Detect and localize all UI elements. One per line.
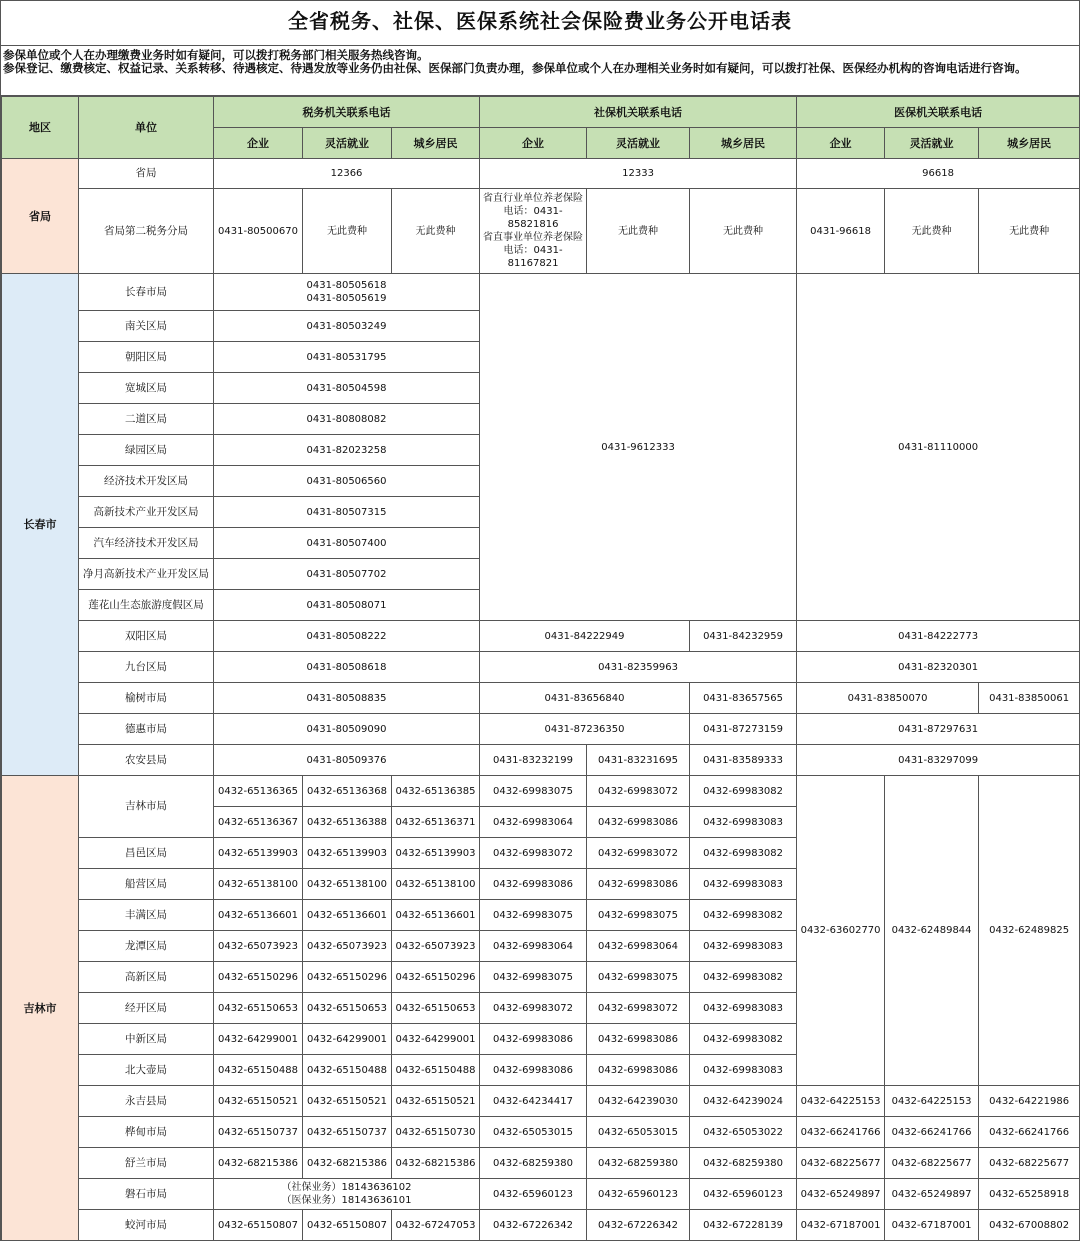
unit-cell: 宽城区局	[79, 373, 214, 404]
phone-cell: 0431-83657565	[690, 683, 797, 714]
phone-cell: 0432-67008802	[979, 1210, 1080, 1241]
phone-cell: 0432-69983072	[587, 776, 690, 807]
phone-cell: 0432-64239030	[587, 1086, 690, 1117]
unit-cell: 榆树市局	[79, 683, 214, 714]
phone-cell: 0431-80509376	[214, 745, 480, 776]
phone-cell: 0432-67226342	[587, 1210, 690, 1241]
phone-cell: 0432-65150807	[214, 1210, 303, 1241]
phone-cell: 0432-65136367	[214, 807, 303, 838]
unit-cell: 双阳区局	[79, 621, 214, 652]
phone-cell: 0432-65150488	[392, 1055, 480, 1086]
phone-cell: 0432-65053015	[480, 1117, 587, 1148]
phone-cell: 0432-69983075	[587, 900, 690, 931]
phone-cell: 0432-65150521	[303, 1086, 392, 1117]
phone-cell: 0432-69983083	[690, 869, 797, 900]
phone-cell: 96618	[797, 159, 1080, 189]
phone-cell: 0431-83232199	[480, 745, 587, 776]
unit-cell: 绿园区局	[79, 435, 214, 466]
phone-cell: 0432-65960123	[690, 1179, 797, 1210]
unit-cell: 朝阳区局	[79, 342, 214, 373]
unit-cell: 舒兰市局	[79, 1148, 214, 1179]
phone-cell: 0432-69983064	[480, 807, 587, 838]
phone-cell: 0431-80808082	[214, 404, 480, 435]
phone-cell: 0432-65258918	[979, 1179, 1080, 1210]
phone-cell: 0432-67187001	[885, 1210, 979, 1241]
phone-cell: （社保业务）18143636102 （医保业务）18143636101	[214, 1179, 480, 1210]
phone-cell: 0432-69983086	[587, 807, 690, 838]
phone-cell: 0432-65138100	[303, 869, 392, 900]
unit-cell: 德惠市局	[79, 714, 214, 745]
phone-cell: 0432-65960123	[480, 1179, 587, 1210]
none-cell: 无此费种	[690, 189, 797, 274]
note-line: 参保单位或个人在办理缴费业务时如有疑问，可以拨打税务部门相关服务热线咨询。	[3, 48, 429, 62]
phone-cell: 0432-65249897	[885, 1179, 979, 1210]
phone-cell: 0432-65150296	[214, 962, 303, 993]
phone-cell: 0432-65073923	[303, 931, 392, 962]
header-unit: 单位	[79, 97, 214, 159]
phone-cell: 0432-66241766	[885, 1117, 979, 1148]
phone-cell: 0431-84232959	[690, 621, 797, 652]
phone-cell: 0432-65073923	[214, 931, 303, 962]
phone-cell: 0432-65150807	[303, 1210, 392, 1241]
phone-cell: 0432-69983064	[587, 931, 690, 962]
phone-cell: 0431-83297099	[797, 745, 1080, 776]
unit-cell: 二道区局	[79, 404, 214, 435]
region-changchun: 长春市	[2, 274, 79, 776]
phone-cell: 0432-65136601	[392, 900, 480, 931]
phone-cell: 0431-82023258	[214, 435, 480, 466]
header-flexible: 灵活就业	[587, 128, 690, 159]
phone-cell: 0432-65960123	[587, 1179, 690, 1210]
phone-cell: 0432-69983082	[690, 838, 797, 869]
phone-cell: 0432-65150737	[214, 1117, 303, 1148]
unit-cell: 龙潭区局	[79, 931, 214, 962]
phone-cell: 省直行业单位养老保险电话：0431-85821816 省直事业单位养老保险电话：0431-81167821	[480, 189, 587, 274]
phone-cell: 0431-80503249	[214, 311, 480, 342]
phone-cell: 0432-65053022	[690, 1117, 797, 1148]
phone-cell: 0431-83656840	[480, 683, 690, 714]
phone-cell: 0431-80507315	[214, 497, 480, 528]
phone-cell: 0432-69983075	[480, 776, 587, 807]
phone-cell: 0432-65139903	[214, 838, 303, 869]
phone-cell: 0431-83850061	[979, 683, 1080, 714]
header-flexible: 灵活就业	[885, 128, 979, 159]
region-province: 省局	[2, 159, 79, 274]
header-region: 地区	[2, 97, 79, 159]
phone-cell: 0432-65150296	[392, 962, 480, 993]
header-resident: 城乡居民	[690, 128, 797, 159]
phone-cell: 0432-69983086	[587, 869, 690, 900]
phone-cell: 0432-65136601	[303, 900, 392, 931]
unit-cell: 净月高新技术产业开发区局	[79, 559, 214, 590]
unit-cell: 高新技术产业开发区局	[79, 497, 214, 528]
none-cell: 无此费种	[303, 189, 392, 274]
none-cell: 无此费种	[885, 189, 979, 274]
phone-cell: 0432-68215386	[303, 1148, 392, 1179]
phone-cell: 0432-69983082	[690, 962, 797, 993]
phone-cell: 0432-69983072	[587, 993, 690, 1024]
unit-cell: 高新区局	[79, 962, 214, 993]
phone-cell: 0432-64234417	[480, 1086, 587, 1117]
phone-cell: 0431-9612333	[480, 274, 797, 621]
phone-cell: 0432-65136365	[214, 776, 303, 807]
phone-cell: 0432-68259380	[690, 1148, 797, 1179]
phone-cell: 0432-65150653	[303, 993, 392, 1024]
phone-cell: 0431-80508618	[214, 652, 480, 683]
region-jilin: 吉林市	[2, 776, 79, 1241]
phone-cell: 0432-65150488	[214, 1055, 303, 1086]
phone-cell: 0432-69983072	[480, 993, 587, 1024]
unit-cell: 吉林市局	[79, 776, 214, 838]
phone-cell: 0431-82320301	[797, 652, 1080, 683]
unit-cell: 桦甸市局	[79, 1117, 214, 1148]
phone-cell: 0432-63602770	[797, 776, 885, 1086]
unit-cell: 莲花山生态旅游度假区局	[79, 590, 214, 621]
unit-cell: 汽车经济技术开发区局	[79, 528, 214, 559]
phone-cell: 0432-69983083	[690, 993, 797, 1024]
phone-cell: 0432-64299001	[303, 1024, 392, 1055]
phone-cell: 0432-65136371	[392, 807, 480, 838]
phone-cell: 0432-67247053	[392, 1210, 480, 1241]
unit-cell: 磐石市局	[79, 1179, 214, 1210]
phone-cell: 0431-80505618 0431-80505619	[214, 274, 480, 311]
unit-cell: 北大壶局	[79, 1055, 214, 1086]
phone-cell: 0431-87297631	[797, 714, 1080, 745]
notes	[1, 46, 1079, 96]
phone-cell: 0432-68225677	[797, 1148, 885, 1179]
phone-cell: 0431-80506560	[214, 466, 480, 497]
phone-cell: 0431-84222773	[797, 621, 1080, 652]
phone-cell: 0431-80509090	[214, 714, 480, 745]
unit-cell: 九台区局	[79, 652, 214, 683]
phone-cell: 0432-64299001	[214, 1024, 303, 1055]
phone-cell: 0431-84222949	[480, 621, 690, 652]
unit-cell: 长春市局	[79, 274, 214, 311]
phone-cell: 0432-65150653	[392, 993, 480, 1024]
none-cell: 无此费种	[587, 189, 690, 274]
header-medical: 医保机关联系电话	[797, 97, 1080, 128]
unit-cell: 蛟河市局	[79, 1210, 214, 1241]
phone-cell: 0432-65138100	[214, 869, 303, 900]
none-cell: 无此费种	[392, 189, 480, 274]
phone-cell: 0432-65150296	[303, 962, 392, 993]
phone-cell: 0432-69983075	[480, 962, 587, 993]
note-line: 参保登记、缴费核定、权益记录、关系转移、待遇核定、待遇发放等业务仍由社保、医保部门负责办理，参保单位或个人在办理相关业务时如有疑问，可以拨打社保、医保经办机构的咨询电话进行咨询。	[3, 61, 1027, 75]
header-enterprise: 企业	[214, 128, 303, 159]
phone-cell: 0431-83231695	[587, 745, 690, 776]
header-resident: 城乡居民	[392, 128, 480, 159]
phone-cell: 0432-64221986	[979, 1086, 1080, 1117]
phone-cell: 0432-69983086	[480, 1055, 587, 1086]
phone-cell: 0432-65150737	[303, 1117, 392, 1148]
phone-cell: 0431-80507702	[214, 559, 480, 590]
unit-cell: 丰满区局	[79, 900, 214, 931]
phone-cell: 0432-64299001	[392, 1024, 480, 1055]
phone-cell: 0432-69983086	[480, 1024, 587, 1055]
header-social: 社保机关联系电话	[480, 97, 797, 128]
phone-cell: 0432-66241766	[797, 1117, 885, 1148]
unit-cell: 昌邑区局	[79, 838, 214, 869]
unit-cell: 中新区局	[79, 1024, 214, 1055]
unit-cell: 南关区局	[79, 311, 214, 342]
phone-cell: 0432-65136388	[303, 807, 392, 838]
phone-cell: 0432-69983075	[480, 900, 587, 931]
phone-cell: 0432-65073923	[392, 931, 480, 962]
phone-cell: 0432-69983083	[690, 931, 797, 962]
header-tax: 税务机关联系电话	[214, 97, 480, 128]
phone-cell: 0432-64239024	[690, 1086, 797, 1117]
phone-cell: 0432-62489825	[979, 776, 1080, 1086]
phone-cell: 0432-64225153	[885, 1086, 979, 1117]
header-enterprise: 企业	[480, 128, 587, 159]
phone-cell: 0432-65136385	[392, 776, 480, 807]
phone-cell: 0432-65150730	[392, 1117, 480, 1148]
phone-cell: 0431-96618	[797, 189, 885, 274]
phone-cell: 0432-65136368	[303, 776, 392, 807]
phone-cell: 0432-65138100	[392, 869, 480, 900]
none-cell: 无此费种	[979, 189, 1080, 274]
phone-cell: 0431-80504598	[214, 373, 480, 404]
phone-cell: 0432-69983086	[587, 1055, 690, 1086]
phone-cell: 0432-64225153	[797, 1086, 885, 1117]
phone-cell: 0432-65150653	[214, 993, 303, 1024]
phone-cell: 0432-68215386	[214, 1148, 303, 1179]
phone-cell: 0431-80500670	[214, 189, 303, 274]
unit-cell: 省局第二税务分局	[79, 189, 214, 274]
phone-cell: 0432-65053015	[587, 1117, 690, 1148]
phone-cell: 0432-69983086	[587, 1024, 690, 1055]
phone-cell: 0431-82359963	[480, 652, 797, 683]
phone-cell: 0431-81110000	[797, 274, 1080, 621]
phone-cell: 0432-68259380	[480, 1148, 587, 1179]
phone-cell: 0431-80508071	[214, 590, 480, 621]
phone-cell: 0431-83850070	[797, 683, 979, 714]
phone-cell: 0432-65139903	[392, 838, 480, 869]
phone-cell: 0432-69983082	[690, 900, 797, 931]
page-title: 全省税务、社保、医保系统社会保险费业务公开电话表	[1, 1, 1079, 46]
phone-cell: 0432-67226342	[480, 1210, 587, 1241]
phone-cell: 0432-69983083	[690, 807, 797, 838]
phone-cell: 12366	[214, 159, 480, 189]
phone-cell: 0432-65150521	[392, 1086, 480, 1117]
phone-cell: 0432-69983075	[587, 962, 690, 993]
phone-cell: 0432-65139903	[303, 838, 392, 869]
phone-cell: 0432-65249897	[797, 1179, 885, 1210]
phone-cell: 0432-68225677	[979, 1148, 1080, 1179]
phone-cell: 0431-87273159	[690, 714, 797, 745]
unit-cell: 省局	[79, 159, 214, 189]
header-resident: 城乡居民	[979, 128, 1080, 159]
phone-cell: 0432-66241766	[979, 1117, 1080, 1148]
phone-cell: 0432-67187001	[797, 1210, 885, 1241]
phone-cell: 0432-68225677	[885, 1148, 979, 1179]
phone-cell: 0431-87236350	[480, 714, 690, 745]
phone-cell: 0432-68259380	[587, 1148, 690, 1179]
unit-cell: 船营区局	[79, 869, 214, 900]
phone-cell: 0432-69983064	[480, 931, 587, 962]
phone-cell: 0432-65136601	[214, 900, 303, 931]
unit-cell: 经开区局	[79, 993, 214, 1024]
unit-cell: 永吉县局	[79, 1086, 214, 1117]
phone-cell: 0431-80508835	[214, 683, 480, 714]
phone-table	[1, 96, 1080, 1241]
phone-cell: 0431-80531795	[214, 342, 480, 373]
phone-cell: 0431-80507400	[214, 528, 480, 559]
phone-cell: 12333	[480, 159, 797, 189]
phone-cell: 0431-83589333	[690, 745, 797, 776]
phone-cell: 0432-69983082	[690, 776, 797, 807]
header-enterprise: 企业	[797, 128, 885, 159]
phone-cell: 0432-69983086	[480, 869, 587, 900]
phone-cell: 0432-69983072	[587, 838, 690, 869]
phone-cell: 0432-68215386	[392, 1148, 480, 1179]
phone-cell: 0432-62489844	[885, 776, 979, 1086]
phone-cell: 0432-69983072	[480, 838, 587, 869]
phone-cell: 0431-80508222	[214, 621, 480, 652]
unit-cell: 经济技术开发区局	[79, 466, 214, 497]
unit-cell: 农安县局	[79, 745, 214, 776]
phone-cell: 0432-69983083	[690, 1055, 797, 1086]
phone-cell: 0432-65150521	[214, 1086, 303, 1117]
phone-cell: 0432-69983082	[690, 1024, 797, 1055]
phone-cell: 0432-67228139	[690, 1210, 797, 1241]
header-flexible: 灵活就业	[303, 128, 392, 159]
phone-cell: 0432-65150488	[303, 1055, 392, 1086]
